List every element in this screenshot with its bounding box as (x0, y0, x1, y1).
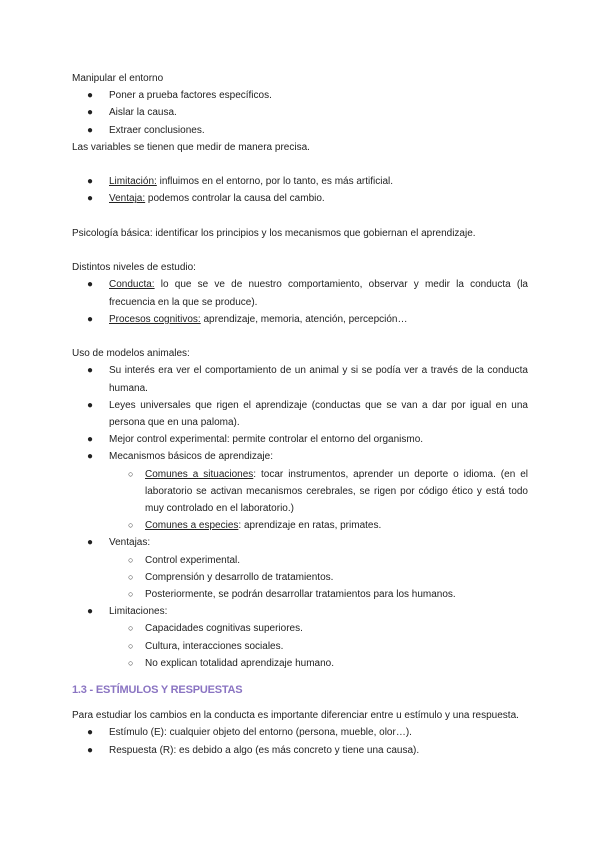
list-item: ○ Control experimental. (72, 552, 528, 569)
limitations-sublist (109, 620, 528, 672)
list-item: ● Leyes universales que rigen el aprendizaje (conductas que se van a dar por igual en una persona que en una paloma). (72, 397, 528, 431)
bullet-icon: ● (87, 176, 94, 188)
mechanisms-sublist (109, 466, 528, 535)
section-title: 1.3 - ESTÍMULOS Y RESPUESTAS (72, 684, 243, 697)
basic-psychology: Psicología básica: identificar los principios y los mecanismos que gobiernan el aprendizaje. (72, 227, 476, 239)
list-item: ● Mejor control experimental: permite controlar el entorno del organismo. (72, 431, 528, 448)
manipulate-list (72, 87, 528, 139)
levels-list (72, 276, 528, 328)
list-item: ● Extraer conclusiones. (72, 122, 528, 139)
list-item: ● Respuesta (R): es debido a algo (es más concreto y tiene una causa). (72, 742, 528, 759)
bullet-icon: ● (87, 193, 94, 205)
list-item: ● Ventaja: podemos controlar la causa del cambio. (72, 190, 528, 207)
limits-list (72, 173, 528, 207)
list-item: ○ Comunes a especies: aprendizaje en ratas, primates. (72, 517, 528, 534)
hollow-bullet-icon: ○ (128, 589, 134, 600)
hollow-bullet-icon: ○ (128, 520, 134, 531)
list-item: ○ Comunes a situaciones: tocar instrumentos, aprender un deporte o idioma. (en el laboratorio se activan mecanismos cerebrales, se rigen por código ético y está todo muy controlado en el laboratorio.) (72, 466, 528, 518)
limitation-term: Limitación: (109, 176, 157, 188)
levels-heading: Distintos niveles de estudio: (72, 262, 196, 274)
bullet-icon: ● (87, 279, 94, 291)
bullet-icon: ● (87, 399, 94, 411)
hollow-bullet-icon: ○ (128, 571, 134, 582)
list-item: ● Limitación: influimos en el entorno, por lo tanto, es más artificial. (72, 173, 528, 190)
list-item: ○ Capacidades cognitivas superiores. (72, 620, 528, 637)
hollow-bullet-icon: ○ (128, 657, 134, 668)
models-heading: Uso de modelos animales: (72, 348, 190, 360)
hollow-bullet-icon: ○ (128, 640, 134, 651)
document-page (72, 70, 528, 759)
bullet-icon: ● (87, 107, 94, 119)
stimulus-response-list (72, 724, 528, 758)
list-item: ○ Cultura, interacciones sociales. (72, 638, 528, 655)
list-item: ● Aislar la causa. (72, 104, 528, 121)
bullet-icon: ● (87, 606, 94, 618)
models-list (72, 362, 528, 672)
list-item: ● Poner a prueba factores específicos. (72, 87, 528, 104)
hollow-bullet-icon: ○ (128, 623, 134, 634)
advantage-term: Ventaja: (109, 193, 146, 205)
manipulate-heading: Manipular el entorno (72, 73, 164, 84)
bullet-icon: ● (87, 451, 94, 463)
list-item: ● Estímulo (E): cualquier objeto del entorno (persona, mueble, olor…). (72, 724, 528, 741)
list-item: ○ Posteriormente, se podrán desarrollar tratamientos para los humanos. (72, 586, 528, 603)
bullet-icon: ● (87, 434, 94, 446)
advantages-sublist (109, 552, 528, 604)
list-item: ● Mecanismos básicos de aprendizaje: ○ Comunes a situaciones: tocar instrumentos, aprender un deporte o idioma. (en el laboratorio se activan mecanismos cerebrales, se rigen por código ético y está todo muy controlado en el laboratorio.) ○ Comunes a especies: aprendizaje en ratas, primates. (72, 448, 528, 534)
hollow-bullet-icon: ○ (128, 468, 134, 479)
list-item: ● Procesos cognitivos: aprendizaje, memoria, atención, percepción… (72, 311, 528, 328)
variables-note: Las variables se tienen que medir de manera precisa. (72, 141, 310, 153)
bullet-icon: ● (87, 744, 94, 756)
bullet-icon: ● (87, 365, 94, 377)
bullet-icon: ● (87, 90, 94, 102)
bullet-icon: ● (87, 124, 94, 136)
list-item: ● Ventajas: ○ Control experimental. ○ Comprensión y desarrollo de tratamientos. ○ Posteriormente, se podrán desarrollar tratamientos para los humanos. (72, 534, 528, 603)
list-item: ● Su interés era ver el comportamiento de un animal y si se podía ver a través de la conducta humana. (72, 362, 528, 396)
section-intro: Para estudiar los cambios en la conducta es importante diferenciar entre u estímulo y una respuesta. (72, 710, 519, 722)
list-item: ○ Comprensión y desarrollo de tratamientos. (72, 569, 528, 586)
list-item: ○ No explican totalidad aprendizaje humano. (72, 655, 528, 672)
list-item: ● Limitaciones: ○ Capacidades cognitivas superiores. ○ Cultura, interacciones sociales. ○ No explican totalidad aprendizaje humano. (72, 603, 528, 672)
bullet-icon: ● (87, 727, 94, 739)
bullet-icon: ● (87, 313, 94, 325)
bullet-icon: ● (87, 537, 94, 549)
list-item: ● Conducta: lo que se ve de nuestro comportamiento, observar y medir la conducta (la frecuencia en la que se produce). (72, 276, 528, 310)
hollow-bullet-icon: ○ (128, 554, 134, 565)
